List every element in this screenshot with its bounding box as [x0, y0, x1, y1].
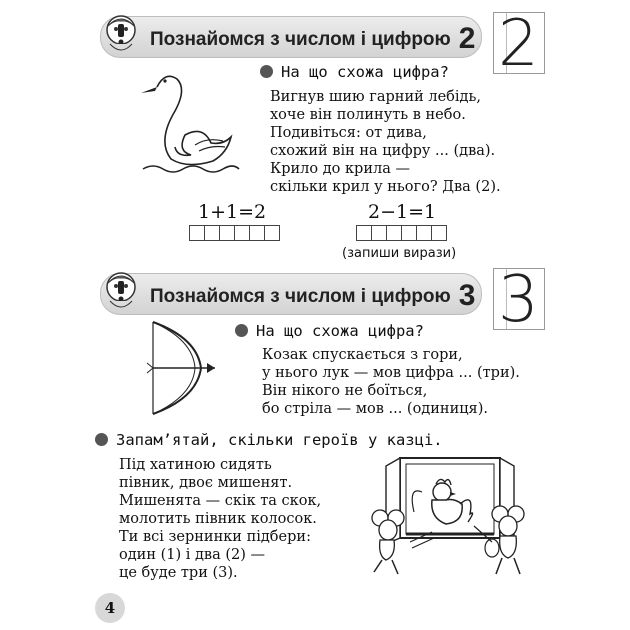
question: Запам’ятай, скільки героїв у казці. — [95, 431, 443, 449]
section-title: Познайомся з числом і цифрою 3 — [150, 279, 476, 312]
page-number: 4 — [95, 593, 125, 623]
digit-sample: 2 — [498, 12, 539, 74]
poem-line: Ти всі зернинки підбери: — [119, 529, 311, 545]
mascot-icon — [98, 10, 144, 56]
poem-line: хоче він полинуть в небо. — [270, 107, 466, 123]
section-title: Познайомся з числом і цифрою 2 — [150, 22, 476, 55]
bullet-icon — [260, 65, 273, 78]
poem-line: це буде три (3). — [119, 565, 238, 581]
digit-sample-box — [493, 268, 545, 330]
answer-boxes[interactable] — [190, 225, 280, 241]
poem-line: Він нікого не боїться, — [262, 383, 428, 399]
poem-line: скільки крил у нього? Два (2). — [270, 179, 501, 195]
bullet-icon — [95, 433, 108, 446]
poem-line: півник, двоє мишенят. — [119, 475, 293, 491]
poem-line: Під хатиною сидять — [119, 457, 272, 473]
question: На що схожа цифра? — [235, 322, 424, 340]
poem-line: Вигнув шию гарний лебідь, — [270, 89, 481, 105]
digit-sample: 3 — [498, 268, 539, 330]
poem-line: у нього лук — мов цифра ... (три). — [262, 365, 520, 381]
poem-line: один (1) і два (2) — — [119, 547, 265, 563]
question: На що схожа цифра? — [260, 63, 449, 81]
poem-line: Крило до крила — — [270, 161, 410, 177]
poem-line: Козак спускається з гори, — [262, 347, 463, 363]
bow-arrow-illustration — [145, 318, 220, 418]
poem-line: Мишенята — скік та скок, — [119, 493, 322, 509]
expression-subtraction: 2−1=1 — [368, 201, 437, 223]
poem-line: бо стріла — мов ... (одиниця). — [262, 401, 488, 417]
digit-sample-box — [493, 12, 545, 74]
poem-line: молотить півник колосок. — [119, 511, 317, 527]
expression-addition: 1+1=2 — [198, 201, 267, 223]
instruction-caption: (запиши вирази) — [342, 246, 457, 261]
poem-line: схожий він на цифру ... (два). — [270, 143, 496, 159]
swan-illustration — [135, 65, 245, 180]
house-window-illustration — [350, 452, 540, 582]
bullet-icon — [235, 324, 248, 337]
poem-line: Подивіться: от дива, — [270, 125, 427, 141]
workbook-page — [70, 0, 560, 630]
answer-boxes[interactable] — [357, 225, 447, 241]
mascot-icon — [98, 267, 144, 313]
